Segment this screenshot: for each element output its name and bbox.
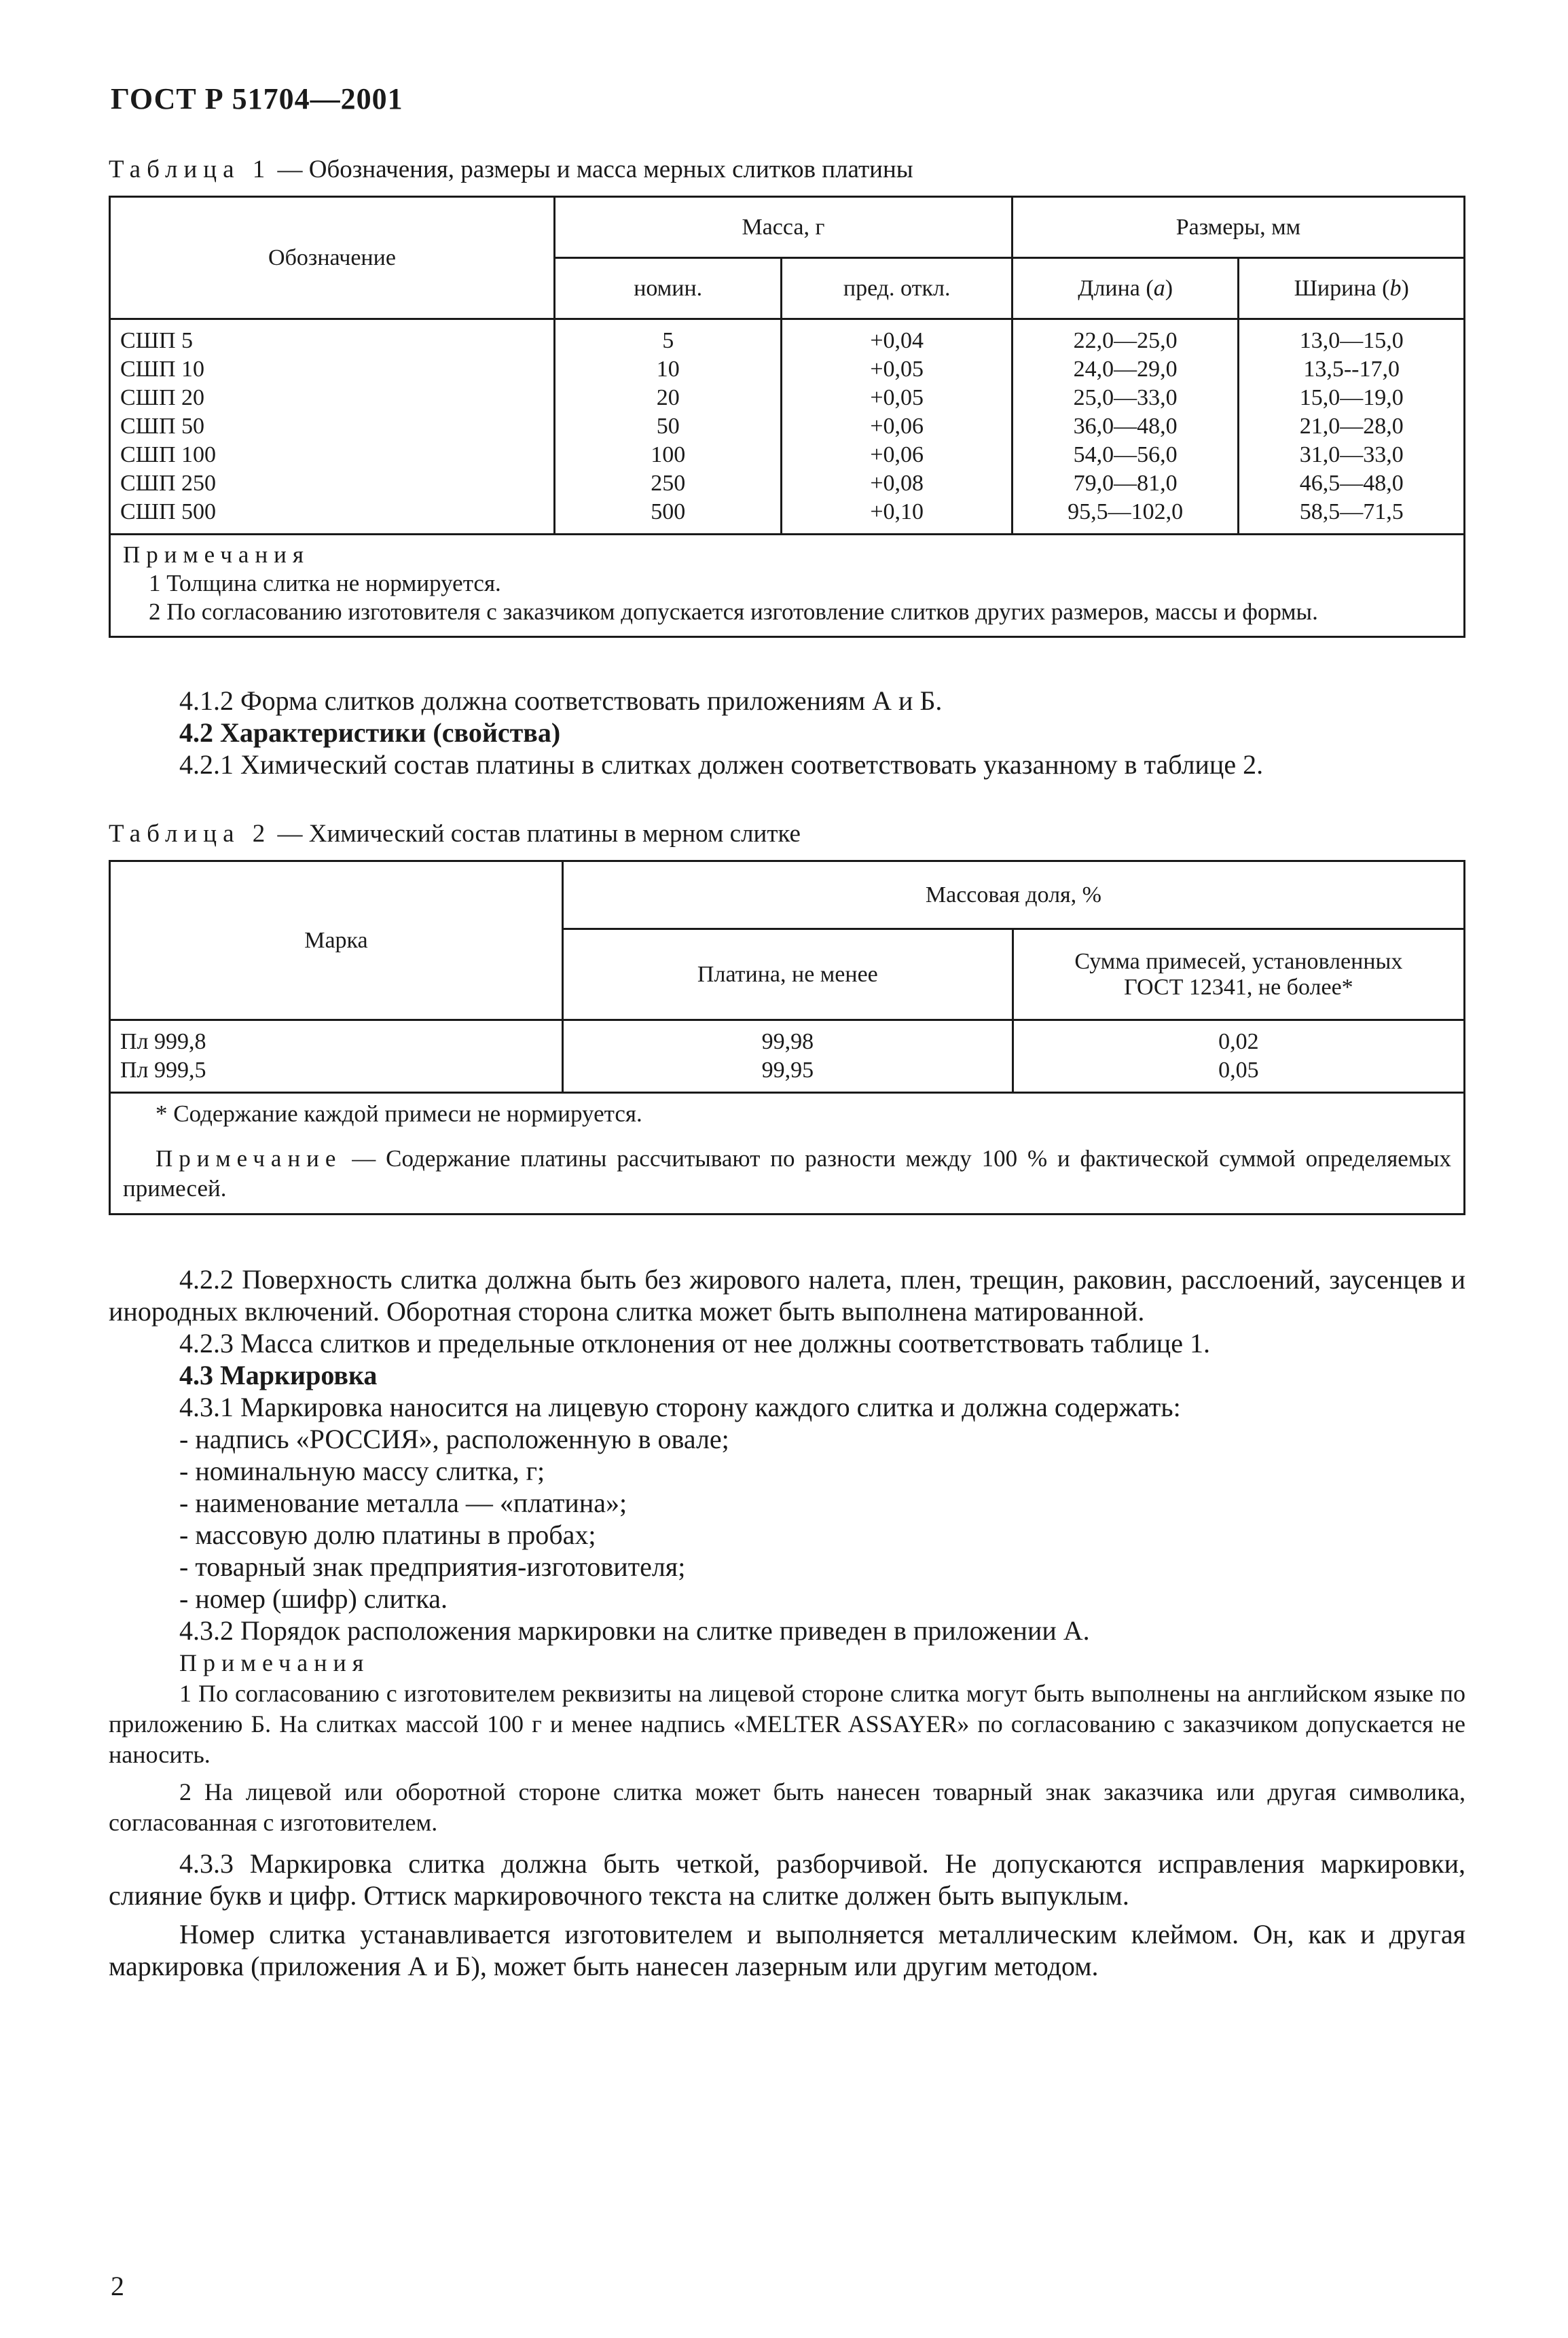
table1-cell: СШП 10 bbox=[120, 357, 205, 382]
table1-head-len: Длина (a) bbox=[1012, 258, 1238, 319]
list-item: - товарный знак предприятия-изготовителя; bbox=[179, 1551, 686, 1582]
table1-cell: 22,0—25,0 bbox=[1073, 328, 1178, 353]
table1-caption bbox=[109, 155, 913, 184]
table2-caption-label: Таблица 2 bbox=[109, 820, 272, 848]
heading-4-2: 4.2 Характеристики (свойства) bbox=[179, 717, 561, 748]
section-4-1-2-to-4-2-1 bbox=[109, 685, 1465, 780]
table1-cell: 13,5--17,0 bbox=[1303, 357, 1400, 382]
table1-cell: +0,06 bbox=[870, 414, 924, 439]
table2-note bbox=[123, 1144, 1451, 1204]
list-item: - надпись «РОССИЯ», расположенную в овале; bbox=[179, 1424, 729, 1454]
table1-cell: 50 bbox=[656, 414, 680, 439]
table1-cell: 21,0—28,0 bbox=[1299, 414, 1404, 439]
paragraph-4-3-1: 4.3.1 Маркировка наносится на лицевую сторону каждого слитка и должна содержать: bbox=[179, 1392, 1181, 1422]
table1-cell: +0,10 bbox=[870, 499, 924, 524]
table1-cell: 15,0—19,0 bbox=[1299, 385, 1404, 410]
table1-caption-label: Таблица 1 bbox=[109, 156, 272, 183]
table1-note-1: 1 Толщина слитка не нормируется. bbox=[149, 570, 501, 596]
table2-footnote: * Содержание каждой примеси не нормируется. bbox=[156, 1100, 642, 1127]
table1-cell: +0,06 bbox=[870, 442, 924, 467]
paragraph-stamp-number: Номер слитка устанавливается изготовителем и выполняется металлическим клеймом. Он, как и другая маркировка (приложения А и Б), может быть нанесен лазерным или другим методом. bbox=[109, 1919, 1465, 1981]
table2-note-text: — Содержание платины рассчитывают по разности между 100 % и фактической суммой определяемых примесей. bbox=[123, 1145, 1451, 1202]
table1-cell: 5 bbox=[662, 328, 674, 353]
table1-cell: 250 bbox=[651, 471, 686, 496]
list-item: - номер (шифр) слитка. bbox=[179, 1583, 448, 1614]
table2-cell: 99,98 bbox=[761, 1029, 814, 1054]
document-header: ГОСТ Р 51704—2001 bbox=[111, 82, 403, 115]
paragraph-4-2-1: 4.2.1 Химический состав платины в слитках должен соответствовать указанному в таблице 2. bbox=[179, 749, 1264, 780]
table2-head-imp bbox=[1013, 929, 1464, 1020]
table1-cell: 46,5—48,0 bbox=[1299, 471, 1404, 496]
table1-cell: 10 bbox=[656, 357, 680, 382]
table1 bbox=[109, 196, 1465, 638]
table1-caption-text: — Обозначения, размеры и масса мерных слитков платины bbox=[271, 156, 913, 183]
table1-cell: СШП 50 bbox=[120, 414, 205, 439]
table1-cell: +0,04 bbox=[870, 328, 924, 353]
table1-head-designation: Обозначение bbox=[110, 197, 555, 319]
note-1: 1 По согласованию с изготовителем реквизиты на лицевой стороне слитка могут быть выполнены на английском языке по приложению Б. На слитках массой 100 г и менее надпись «MELTER ASSAYER» по согласованию с заказчиком допускается не наносить. bbox=[109, 1680, 1465, 1768]
table2-cell: 99,95 bbox=[761, 1058, 814, 1083]
table2-cell: 0,02 bbox=[1218, 1029, 1259, 1054]
table1-notes bbox=[110, 535, 1465, 637]
table1-note-2: 2 По согласованию изготовителя с заказчиком допускается изготовление слитков других размеров, массы и формы. bbox=[149, 598, 1318, 625]
table2-caption-text: — Химический состав платины в мерном слитке bbox=[271, 820, 801, 848]
table1-cell: 24,0—29,0 bbox=[1073, 357, 1178, 382]
page-number: 2 bbox=[111, 2271, 124, 2301]
list-item: - номинальную массу слитка, г; bbox=[179, 1456, 545, 1486]
table1-cell: СШП 20 bbox=[120, 385, 205, 410]
table2-head-pt: Платина, не менее bbox=[562, 929, 1013, 1020]
table1-cell: СШП 100 bbox=[120, 442, 217, 467]
table1-head-mass: Масса, г bbox=[554, 197, 1012, 258]
table1-cell: 500 bbox=[651, 499, 686, 524]
paragraph-4-3-3: 4.3.3 Маркировка слитка должна быть четкой, разборчивой. Не допускаются исправления маркировки, слияние букв и цифр. Оттиск маркировочного текста на слитке должен быть выпуклым. bbox=[109, 1848, 1465, 1911]
paragraph-4-2-2: 4.2.2 Поверхность слитка должна быть без жирового налета, плен, трещин, раковин, расслоений, заусенцев и инородных включений. Оборотная сторона слитка может быть выполнена матированной. bbox=[109, 1264, 1465, 1327]
table2-data bbox=[110, 1020, 1465, 1093]
paragraph-4-2-3: 4.2.3 Масса слитков и предельные отклонения от нее должны соответствовать таблице 1. bbox=[179, 1328, 1210, 1359]
note-2: 2 На лицевой или оборотной стороне слитка может быть нанесен товарный знак заказчика или другая символика, согласованная с изготовителем. bbox=[109, 1778, 1465, 1836]
table1-cell: 31,0—33,0 bbox=[1299, 442, 1404, 467]
table2-note-label: Примечание bbox=[156, 1145, 342, 1172]
section-4-2-2-to-4-3-3 bbox=[109, 1263, 1465, 1982]
heading-4-3: 4.3 Маркировка bbox=[179, 1360, 378, 1390]
table2-cell: Пл 999,8 bbox=[120, 1029, 206, 1054]
table2-cell: 0,05 bbox=[1218, 1058, 1259, 1083]
table1-cell: 54,0—56,0 bbox=[1073, 442, 1178, 467]
list-item: - наименование металла — «платина»; bbox=[179, 1488, 627, 1518]
table1-cell: СШП 250 bbox=[120, 471, 217, 496]
table2-head-imp-line2: ГОСТ 12341, не более* bbox=[1124, 974, 1353, 1000]
table2 bbox=[109, 860, 1465, 1215]
table1-cell: 95,5—102,0 bbox=[1068, 499, 1184, 524]
table1-cell: +0,05 bbox=[870, 385, 924, 410]
table1-cell: 79,0—81,0 bbox=[1073, 471, 1178, 496]
table1-head-nom: номин. bbox=[554, 258, 782, 319]
table1-head-size: Размеры, мм bbox=[1012, 197, 1464, 258]
table1-notes-title: Примечания bbox=[123, 541, 310, 568]
table1-cell: +0,08 bbox=[870, 471, 924, 496]
table1-cell: 25,0—33,0 bbox=[1073, 385, 1178, 410]
table1-cell: 58,5—71,5 bbox=[1299, 499, 1404, 524]
table1-cell: СШП 5 bbox=[120, 328, 194, 353]
notes-title: Примечания bbox=[179, 1649, 370, 1676]
table1-cell: 36,0—48,0 bbox=[1073, 414, 1178, 439]
table2-head-imp-line1: Сумма примесей, установленных bbox=[1074, 948, 1403, 974]
table1-head-wid: Ширина (b) bbox=[1239, 258, 1465, 319]
table2-caption bbox=[109, 819, 801, 848]
paragraph-4-3-2: 4.3.2 Порядок расположения маркировки на слитке приведен в приложении А. bbox=[179, 1615, 1090, 1646]
table2-head-mark: Марка bbox=[110, 861, 563, 1020]
table1-head-dev: пред. откл. bbox=[782, 258, 1012, 319]
table2-notes bbox=[110, 1093, 1465, 1215]
table1-cell: 13,0—15,0 bbox=[1299, 328, 1404, 353]
list-item: - массовую долю платины в пробах; bbox=[179, 1519, 596, 1550]
table1-cell: 20 bbox=[656, 385, 680, 410]
table1-cell: СШП 500 bbox=[120, 499, 217, 524]
table2-head-frac: Массовая доля, % bbox=[562, 861, 1464, 929]
table2-cell: Пл 999,5 bbox=[120, 1058, 206, 1083]
table1-data bbox=[110, 319, 1465, 535]
table1-cell: 100 bbox=[651, 442, 686, 467]
table1-cell: +0,05 bbox=[870, 357, 924, 382]
paragraph-4-1-2: 4.1.2 Форма слитков должна соответствовать приложениям А и Б. bbox=[179, 685, 943, 716]
